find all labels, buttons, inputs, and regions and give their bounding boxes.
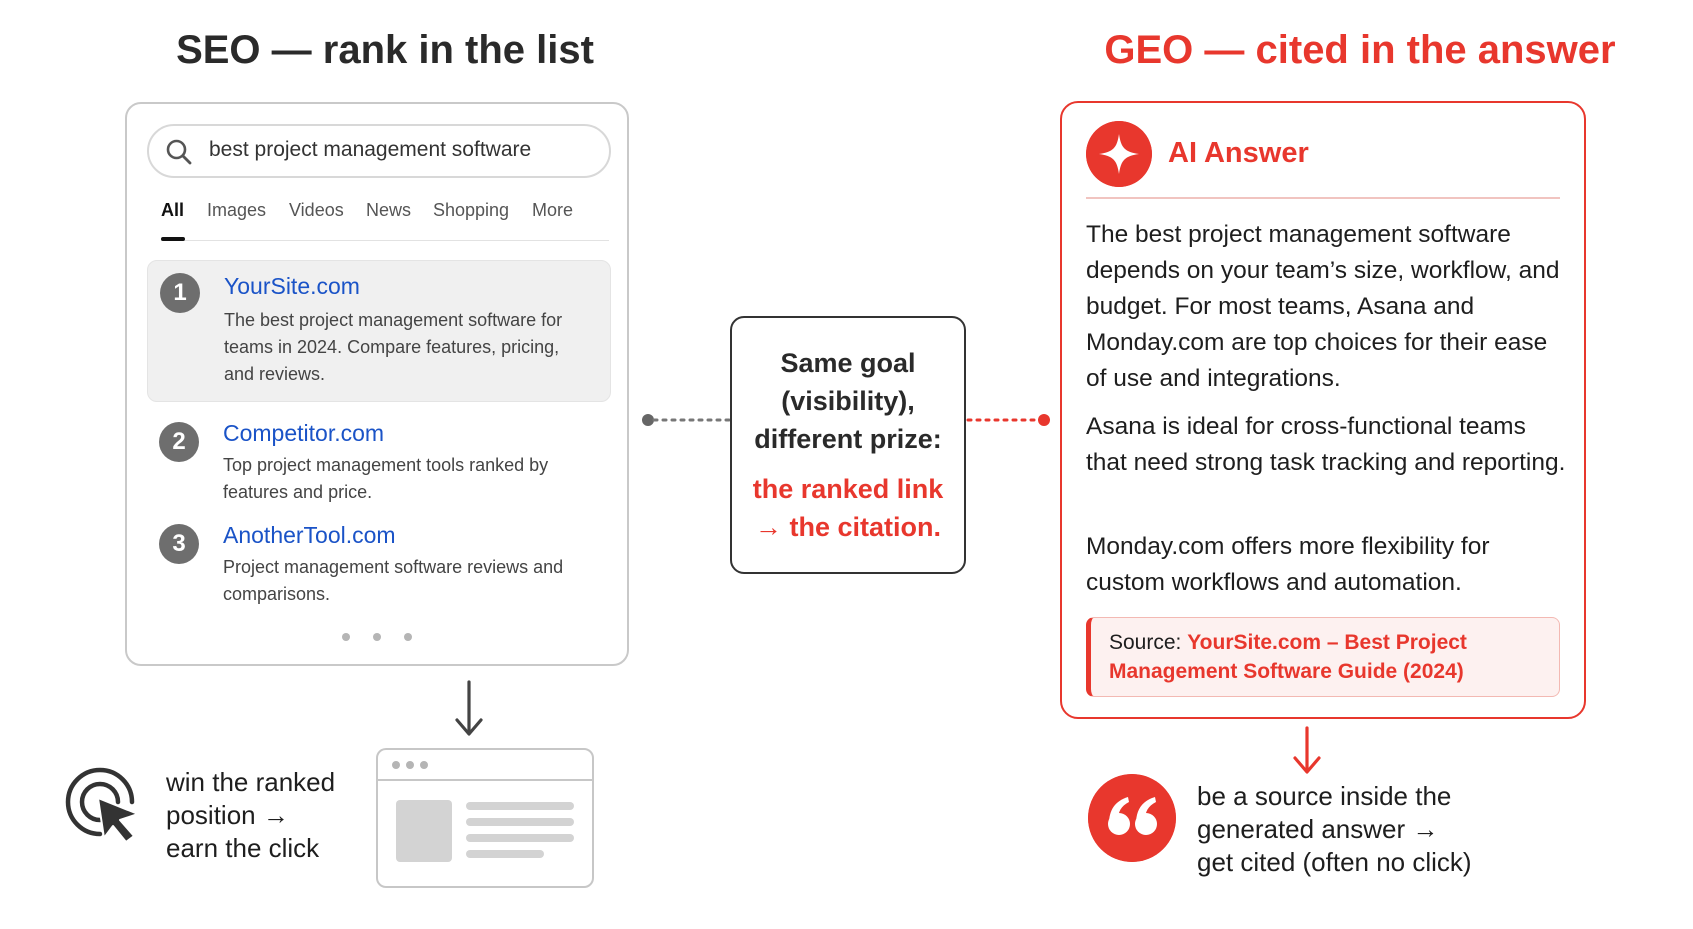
search-tabs: [161, 200, 609, 241]
search-results-panel: [125, 102, 629, 666]
click-cursor-icon: [60, 762, 144, 846]
result-link[interactable]: YourSite.com: [224, 273, 360, 299]
search-icon: [165, 138, 193, 166]
answer-paragraph: The best project management software depends on your team’s size, workflow, and budget. For most teams, Asana and Monday.com are top choices for their ease of use and integrations.: [1086, 221, 1560, 392]
result-description: Top project management tools ranked by features and price.: [223, 455, 549, 502]
seo-caption: [166, 766, 396, 865]
ai-answer-title: AI Answer: [1168, 137, 1309, 169]
rank-badge: 1: [160, 273, 200, 313]
tab-all[interactable]: All: [161, 200, 185, 220]
search-box[interactable]: [147, 124, 611, 178]
source-link[interactable]: YourSite.com – Best Project Management Software Guide (2024): [1109, 631, 1467, 683]
tab-videos[interactable]: Videos: [289, 200, 344, 220]
seo-caption-line: win the ranked: [166, 767, 336, 797]
browser-window-icon: [376, 748, 594, 888]
tab-more[interactable]: More: [532, 200, 574, 220]
more-results-dots-icon: [332, 630, 422, 644]
divider: [1086, 197, 1560, 199]
search-query[interactable]: best project management software: [209, 138, 532, 161]
source-label: Source:: [1109, 631, 1182, 654]
prize-line: the ranked link: [752, 474, 944, 504]
seo-title: SEO — rank in the list: [176, 28, 594, 72]
answer-paragraph: Monday.com offers more flexibility for custom workflows and automation.: [1086, 533, 1490, 596]
source-citation: [1086, 617, 1560, 697]
sparkle-icon: [1086, 121, 1152, 187]
tab-images[interactable]: Images: [207, 200, 267, 220]
down-arrow-icon: [452, 680, 486, 738]
seo-caption-line: earn the click: [166, 833, 320, 863]
source-text: [1109, 628, 1549, 686]
geo-caption-line: be a source inside the: [1197, 781, 1452, 811]
down-arrow-icon: [1290, 726, 1324, 776]
quote-icon: [1088, 774, 1176, 862]
result-description: The best project management software for teams in 2024. Compare features, pricing, and reviews.: [224, 310, 563, 384]
rank-badge: 3: [159, 524, 199, 564]
tab-shopping[interactable]: Shopping: [433, 200, 510, 220]
geo-caption-line: generated answer →: [1197, 814, 1439, 844]
comparison-line: different prize:: [754, 424, 942, 454]
search-result[interactable]: [147, 514, 611, 614]
result-link[interactable]: AnotherTool.com: [223, 522, 396, 548]
search-result[interactable]: [147, 412, 611, 512]
rank-badge: 2: [159, 422, 199, 462]
comparison-line: (visibility),: [781, 386, 915, 416]
active-tab-indicator: [161, 237, 185, 241]
comparison-box: [730, 316, 966, 574]
result-description: Project management software reviews and comparisons.: [223, 557, 564, 604]
comparison-line: Same goal: [780, 348, 916, 378]
geo-caption: [1197, 780, 1527, 879]
comparison-prize: [732, 470, 964, 546]
result-link[interactable]: Competitor.com: [223, 420, 385, 446]
geo-title: GEO — cited in the answer: [1104, 28, 1616, 72]
comparison-statement: [732, 344, 964, 458]
seo-caption-line: position →: [166, 800, 289, 830]
prize-line: → the citation.: [754, 512, 941, 542]
tab-news[interactable]: News: [366, 200, 412, 220]
answer-paragraph: Asana is ideal for cross-functional teams that need strong task tracking and reporting.: [1086, 413, 1566, 476]
ai-answer-panel: [1060, 101, 1586, 719]
search-result[interactable]: [147, 260, 611, 402]
geo-caption-line: get cited (often no click): [1197, 847, 1472, 877]
